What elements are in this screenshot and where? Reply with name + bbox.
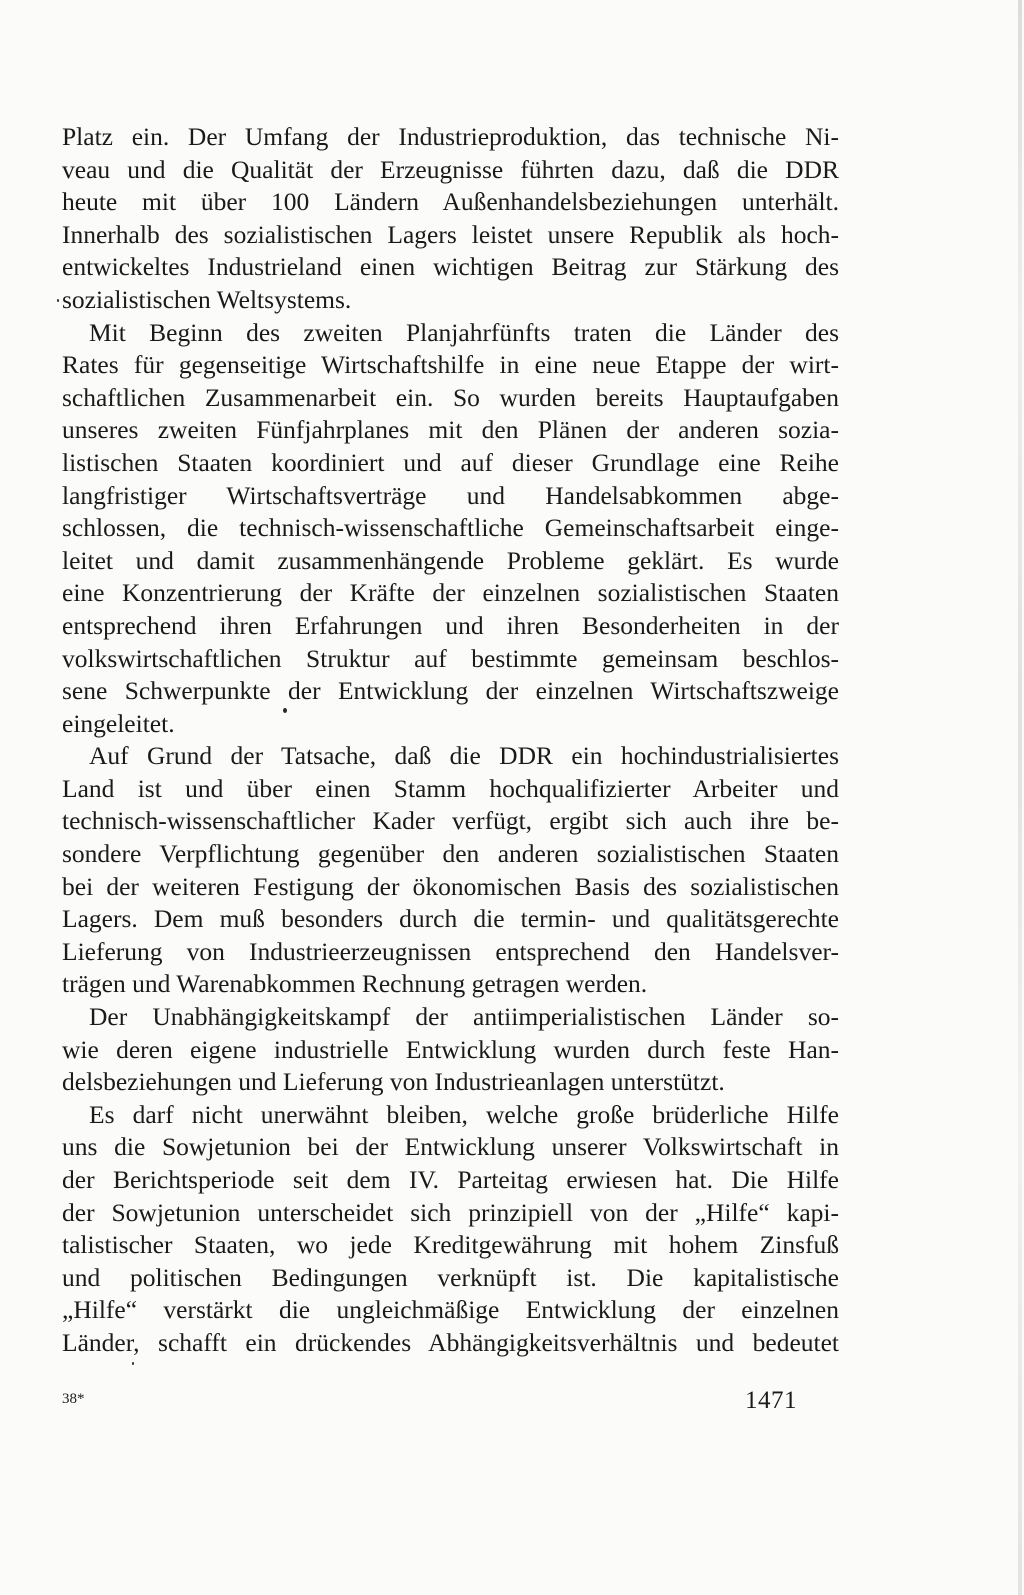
text-line: talistischer Staaten, wo jede Kreditgewährung mit hohem Zinsfuß: [62, 1230, 839, 1260]
print-speck: [57, 299, 59, 302]
text-line: Lieferung von Industrieerzeugnissen entsprechend den Handelsver-: [62, 936, 839, 966]
text-line: entwickeltes Industrieland einen wichtigen Beitrag zur Stärkung des: [62, 252, 839, 282]
text-line: veau und die Qualität der Erzeugnisse führten dazu, daß die DDR: [62, 154, 839, 184]
text-line: sene Schwerpunkte der Entwicklung der einzelnen Wirtschaftszweige: [62, 676, 839, 706]
text-line: und politischen Bedingungen verknüpft ist. Die kapitalistische: [62, 1262, 839, 1292]
print-speck: [132, 1362, 134, 1365]
text-line: listischen Staaten koordiniert und auf dieser Grundlage eine Reihe: [62, 447, 839, 477]
text-line: schaftlichen Zusammenarbeit ein. So wurden bereits Hauptaufgaben: [62, 382, 839, 412]
text-line: Innerhalb des sozialistischen Lagers leistet unsere Republik als hoch-: [62, 219, 839, 249]
text-line: sondere Verpflichtung gegenüber den anderen sozialistischen Staaten: [62, 839, 839, 869]
text-line: langfristiger Wirtschaftsverträge und Handelsabkommen abge-: [62, 480, 839, 510]
text-line: heute mit über 100 Ländern Außenhandelsbeziehungen unterhält.: [62, 187, 839, 217]
text-line: Der Unabhängigkeitskampf der antiimperialistischen Länder so-: [89, 1002, 839, 1032]
text-line: sozialistischen Weltsystems.: [62, 284, 352, 314]
text-line: Auf Grund der Tatsache, daß die DDR ein hochindustrialisiertes: [89, 741, 839, 771]
text-line: „Hilfe“ verstärkt die ungleichmäßige Entwicklung der einzelnen: [62, 1295, 839, 1325]
text-line: eine Konzentrierung der Kräfte der einzelnen sozialistischen Staaten: [62, 578, 839, 608]
text-line: bei der weiteren Festigung der ökonomischen Basis des sozialistischen: [62, 871, 839, 901]
body-text: [62, 121, 839, 1360]
text-line: Mit Beginn des zweiten Planjahrfünfts traten die Länder des: [89, 317, 839, 347]
text-line: Rates für gegenseitige Wirtschaftshilfe in eine neue Etappe der wirt-: [62, 350, 839, 380]
text-line: Platz ein. Der Umfang der Industrieproduktion, das technische Ni-: [62, 122, 839, 151]
text-line: delsbeziehungen und Lieferung von Industrieanlagen unterstützt.: [62, 1067, 725, 1097]
text-line: Lagers. Dem muß besonders durch die termin- und qualitätsgerechte: [62, 904, 839, 934]
text-line: uns die Sowjetunion bei der Entwicklung unserer Volkswirtschaft in: [62, 1132, 839, 1162]
print-speck: [283, 708, 287, 713]
text-line: Länder, schafft ein drückendes Abhängigkeitsverhältnis und bedeutet: [62, 1327, 839, 1357]
text-line: schlossen, die technisch-wissenschaftliche Gemeinschaftsarbeit einge-: [62, 513, 839, 543]
text-line: entsprechend ihren Erfahrungen und ihren Besonderheiten in der: [62, 610, 839, 640]
text-line: trägen und Warenabkommen Rechnung getragen werden.: [62, 969, 648, 999]
text-line: unseres zweiten Fünfjahrplanes mit den Plänen der anderen sozia-: [62, 415, 839, 445]
text-line: eingeleitet.: [62, 708, 175, 738]
signature-mark: 38*: [62, 1391, 85, 1407]
text-line: der Sowjetunion unterscheidet sich prinzipiell von der „Hilfe“ kapi-: [62, 1197, 839, 1227]
text-line: wie deren eigene industrielle Entwicklung wurden durch feste Han-: [62, 1034, 839, 1064]
page-number: 1471: [745, 1387, 797, 1414]
scan-edge-shadow: [1018, 0, 1022, 1595]
text-line: volkswirtschaftlichen Struktur auf bestimmte gemeinsam beschlos-: [62, 643, 839, 673]
text-line: Es darf nicht unerwähnt bleiben, welche große brüderliche Hilfe: [89, 1099, 839, 1129]
text-line: leitet und damit zusammenhängende Probleme geklärt. Es wurde: [62, 545, 839, 575]
text-line: der Berichtsperiode seit dem IV. Parteitag erwiesen hat. Die Hilfe: [62, 1165, 839, 1194]
text-line: Land ist und über einen Stamm hochqualifizierter Arbeiter und: [62, 773, 839, 803]
text-line: technisch-wissenschaftlicher Kader verfügt, ergibt sich auch ihre be-: [62, 806, 839, 836]
